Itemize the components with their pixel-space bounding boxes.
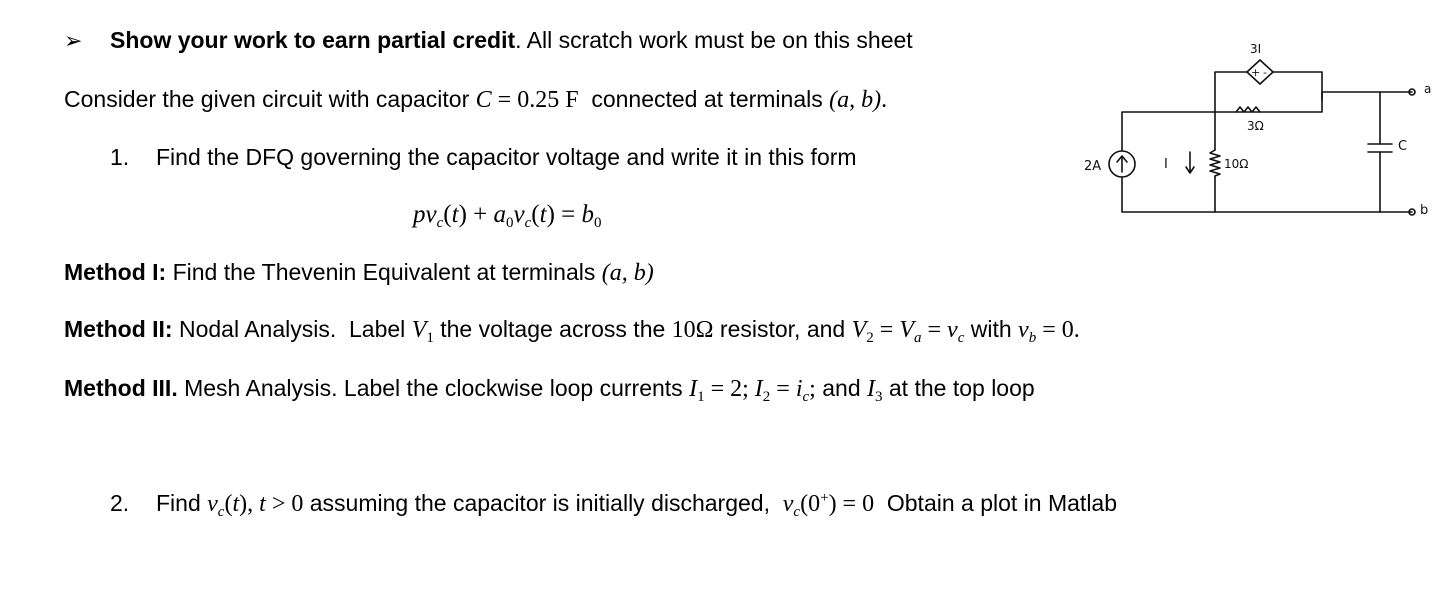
v2-equation: $V_2 = V_a = v_c$ (851, 317, 965, 346)
instruction-line (64, 27, 913, 54)
question-2 (110, 490, 1117, 521)
method-2-text-1: Nodal Analysis. Label (172, 316, 412, 342)
intro-end: . (881, 87, 888, 113)
capacitor-plates (1368, 144, 1392, 152)
method-3-text-2: and (815, 375, 867, 401)
dep-source-label: 3I (1250, 42, 1262, 56)
wire-dep-source (1215, 72, 1247, 112)
method-2-text-4: with (964, 316, 1019, 342)
dependent-source-diamond (1247, 60, 1273, 84)
method-3 (64, 375, 1035, 406)
question-2-number: 2. (110, 490, 130, 516)
method-1 (64, 259, 654, 287)
intro-mid: connected at terminals (578, 86, 830, 112)
method-2 (64, 316, 1080, 347)
intro-line (64, 86, 887, 114)
resistor-value: 10Ω (671, 317, 714, 343)
resistor-10ohm (1210, 150, 1220, 176)
current-label: I (1164, 157, 1168, 172)
intro-prefix: Consider the given circuit with capacitor (64, 86, 476, 112)
res-10-label: 10Ω (1224, 157, 1249, 171)
vc-t-expression: $v_c(t)$, t > 0 (207, 491, 304, 520)
terminals-ab: (a, b) (829, 87, 882, 113)
wire-left-top (1122, 92, 1412, 150)
question-1-number: 1. (110, 144, 130, 170)
down-arrow-icon (1186, 152, 1194, 173)
res-3-label: 3Ω (1247, 119, 1264, 133)
dfq-equation: $pv_c(t) + a_0v_c(t) = b_0$ (413, 201, 602, 231)
method-1-text: Find the Thevenin Equivalent at terminals (166, 259, 602, 285)
instruction-bold: Show your work to earn partial credit (110, 27, 516, 53)
method-3-label: Method III. (64, 375, 178, 401)
question-1-text: Find the DFQ governing the capacitor voltage and write it in this form (156, 144, 857, 170)
question-1 (110, 144, 857, 171)
method-1-label: Method I: (64, 259, 167, 285)
dep-minus: - (1263, 66, 1267, 79)
method-3-text-3: at the top loop (882, 375, 1035, 401)
resistor-3ohm (1236, 107, 1260, 112)
vb-equation: $v_b = 0$. (1018, 317, 1080, 346)
current-source-label: 2A (1084, 159, 1102, 174)
method-3-text-1: Mesh Analysis. Label the clockwise loop currents (177, 375, 690, 401)
cap-label: C (1398, 139, 1408, 154)
method-2-text-3: resistor, and (713, 316, 852, 342)
arrow-bullet-icon: ➢ (64, 28, 83, 53)
initial-condition: $v_c(0^+) = 0$ (782, 490, 875, 520)
method-2-text-2: the voltage across the (433, 316, 672, 342)
i3-symbol: $I_3$ (867, 376, 883, 405)
current-source-circle (1109, 151, 1135, 177)
capacitor-symbol: C (475, 87, 492, 113)
instruction-rest: . All scratch work must be on this sheet (515, 27, 913, 53)
terminal-b (1409, 209, 1415, 215)
question-2-text-1: Find (156, 490, 208, 516)
mesh-equation: $I_1 = 2$; $I_2 = i_c$; (689, 376, 816, 405)
method-2-label: Method II: (64, 316, 173, 342)
term-b-label: b (1420, 203, 1429, 218)
wire-left-bottom (1122, 178, 1412, 212)
question-2-text-3: Obtain a plot in Matlab (874, 490, 1118, 516)
up-arrow-icon (1117, 156, 1127, 172)
capacitor-value: = 0.25 F (491, 87, 579, 113)
method-1-terms: (a, b) (601, 260, 654, 286)
question-2-text-2: assuming the capacitor is initially discharged, (303, 490, 783, 516)
wire-dep-source-right (1273, 72, 1322, 100)
v1-symbol: $V_1$ (411, 317, 434, 346)
term-a-label: a (1424, 82, 1432, 96)
terminal-a (1409, 89, 1415, 95)
dep-plus: + (1251, 66, 1261, 79)
